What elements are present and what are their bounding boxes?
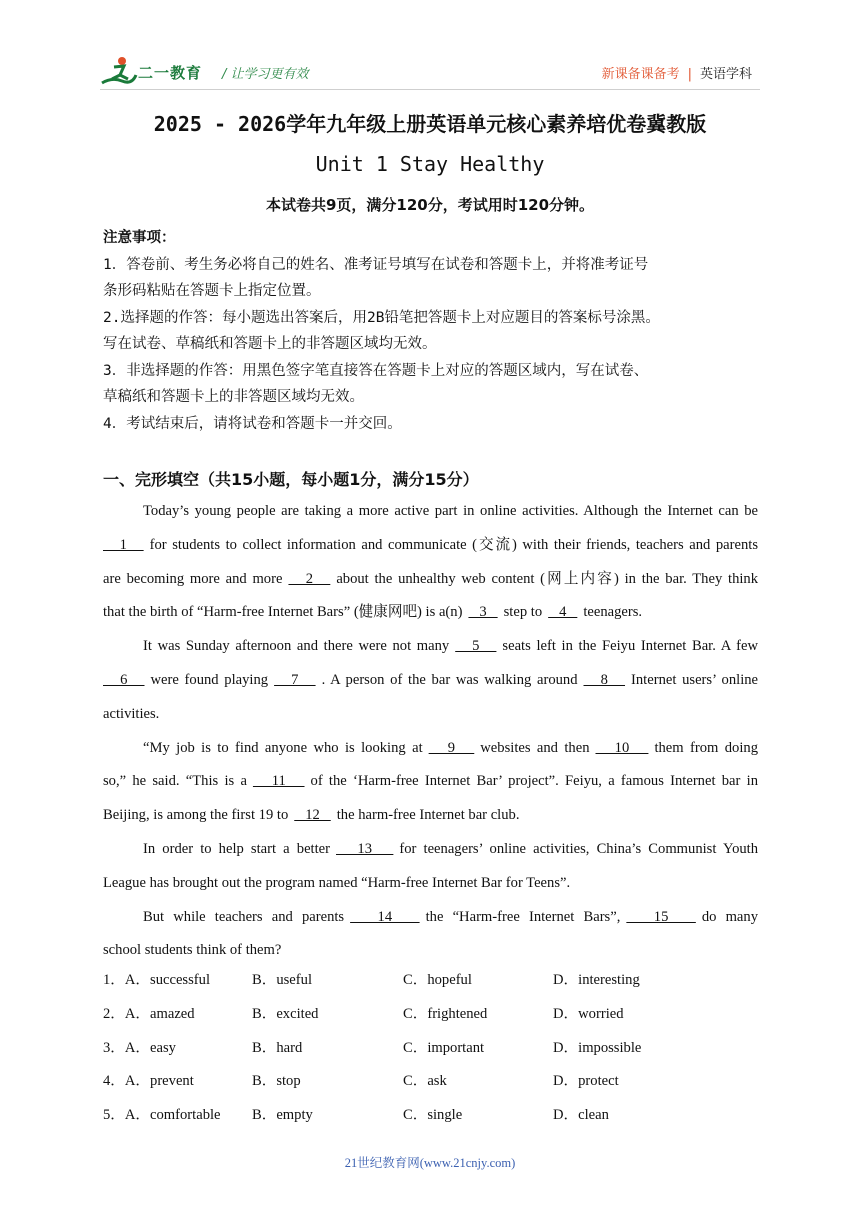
blank: 4 bbox=[548, 604, 578, 621]
passage-line: In order to help start a better 13 for teenagers’ online activities, China’s Communist Youth bbox=[143, 840, 759, 857]
blank: 1 bbox=[103, 536, 144, 553]
option: D．worried bbox=[553, 1005, 624, 1022]
option: C．frightened bbox=[403, 1005, 488, 1022]
footer-link[interactable]: 21世纪教育网(www.21cnjy.com) bbox=[344, 1156, 516, 1170]
header-right bbox=[602, 63, 752, 82]
logo bbox=[100, 55, 212, 89]
blank: 8 bbox=[583, 671, 626, 688]
option: 4．A．prevent bbox=[103, 1073, 194, 1090]
passage-line: activities. bbox=[103, 705, 160, 722]
notes-line: 草稿纸和答题卡上的非答题区域均无效。 bbox=[103, 389, 364, 405]
header-tag: 新课备课备考 bbox=[601, 67, 680, 82]
blank: 12 bbox=[294, 807, 331, 824]
header-divider bbox=[100, 89, 760, 90]
passage-line: 6 were found playing 7 . A person of the bar was walking around 8 Internet users’ online bbox=[103, 671, 759, 688]
option-row bbox=[103, 1032, 763, 1066]
option: D．impossible bbox=[553, 1039, 642, 1056]
option: B．stop bbox=[252, 1073, 301, 1090]
slogan: / 让学习更有效 bbox=[222, 67, 309, 82]
passage-line: League has brought out the program named “Harm-free Internet Bar for Teens”. bbox=[103, 874, 571, 891]
passage-line: But while teachers and parents 14 the “Harm-free Internet Bars”, 15 do many bbox=[143, 908, 759, 925]
option: B．useful bbox=[252, 972, 312, 988]
notes-line: 写在试卷、草稿纸和答题卡上的非答题区域均无效。 bbox=[103, 336, 437, 352]
option: C．single bbox=[403, 1107, 463, 1124]
option: D．interesting bbox=[553, 972, 640, 988]
blank: 14 bbox=[350, 908, 420, 925]
passage-line: 1 for students to collect information and communicate (交流) with their friends, teachers and parents bbox=[103, 536, 758, 553]
option-row bbox=[103, 1099, 763, 1133]
answer-options bbox=[103, 964, 763, 1133]
option: 2．A．amazed bbox=[103, 1005, 195, 1022]
page-title: 2025 - 2026学年九年级上册英语单元核心素养培优卷冀教版 bbox=[153, 112, 707, 136]
header-separator: | bbox=[687, 67, 692, 82]
cloze-passage bbox=[103, 495, 758, 968]
option: C．hopeful bbox=[403, 972, 472, 988]
logo-text: 二一教育 bbox=[138, 64, 203, 82]
blank: 15 bbox=[626, 908, 696, 925]
passage-line: that the birth of “Harm-free Internet Bars” (健康网吧) is a(n) 3 step to 4 teenagers. bbox=[103, 604, 643, 621]
page-header bbox=[100, 55, 760, 93]
option: D．protect bbox=[553, 1073, 619, 1090]
notes bbox=[103, 225, 763, 437]
blank: 10 bbox=[595, 739, 649, 756]
option: D．clean bbox=[553, 1107, 609, 1124]
passage-line: are becoming more and more 2 about the unhealthy web content (网上内容) in the bar. They think bbox=[103, 570, 759, 587]
option: B．empty bbox=[252, 1107, 313, 1124]
blank: 13 bbox=[336, 840, 394, 857]
blank: 7 bbox=[274, 671, 316, 688]
notes-line: 1．答卷前、考生务必将自己的姓名、准考证号填写在试卷和答题卡上，并将准考证号 bbox=[103, 256, 649, 273]
blank: 3 bbox=[468, 604, 498, 621]
notes-line: 3．非选择题的作答：用黑色签字笔直接答在答题卡上对应的答题区域内，写在试卷、 bbox=[103, 362, 649, 379]
notes-title: 注意事项： bbox=[103, 230, 176, 246]
passage-line: so,” he said. “This is a 11 of the ‘Harm-free Internet Bar’ project”. Feiyu, a famous Internet bar in bbox=[103, 773, 758, 790]
blank: 9 bbox=[428, 739, 475, 756]
option: C．ask bbox=[403, 1073, 447, 1090]
option-row bbox=[103, 1065, 763, 1099]
blank: 5 bbox=[455, 638, 497, 655]
passage-line: Beijing, is among the first 19 to 12 the harm-free Internet bar club. bbox=[103, 807, 520, 824]
notes-line: 条形码粘贴在答题卡上指定位置。 bbox=[103, 283, 321, 299]
blank: 2 bbox=[288, 570, 331, 587]
notes-line: 2.选择题的作答：每小题选出答案后，用2B铅笔把答题卡上对应题目的答案标号涂黑。 bbox=[103, 309, 660, 326]
exam-info: 本试卷共9页，满分120分，考试用时120分钟。 bbox=[265, 196, 595, 214]
option: 5．A．comfortable bbox=[103, 1107, 221, 1124]
blank: 11 bbox=[252, 773, 305, 790]
page-subtitle: Unit 1 Stay Healthy bbox=[315, 152, 545, 176]
section-title: 一、完形填空（共15小题，每小题1分，满分15分） bbox=[103, 470, 479, 489]
option: B．hard bbox=[252, 1039, 303, 1056]
header-subject: 英语学科 bbox=[699, 67, 752, 82]
option: C．important bbox=[403, 1039, 485, 1056]
passage-line: “My job is to find anyone who is looking at 9 websites and then 10 them from doing bbox=[143, 739, 759, 756]
option: B．excited bbox=[252, 1005, 319, 1022]
passage-line: Today’s young people are taking a more active part in online activities. Although the Internet can be bbox=[143, 503, 758, 519]
option: 1．A．successful bbox=[103, 972, 211, 988]
blank: 6 bbox=[103, 671, 145, 688]
option: 3．A．easy bbox=[103, 1039, 176, 1056]
option-row bbox=[103, 998, 763, 1032]
passage-line: school students think of them? bbox=[103, 942, 282, 959]
passage-line: It was Sunday afternoon and there were not many 5 seats left in the Feiyu Internet Bar. A few bbox=[143, 638, 758, 655]
runner-logo-icon bbox=[100, 55, 138, 89]
option-row bbox=[103, 964, 763, 998]
notes-line: 4．考试结束后，请将试卷和答题卡一并交回。 bbox=[103, 415, 402, 432]
